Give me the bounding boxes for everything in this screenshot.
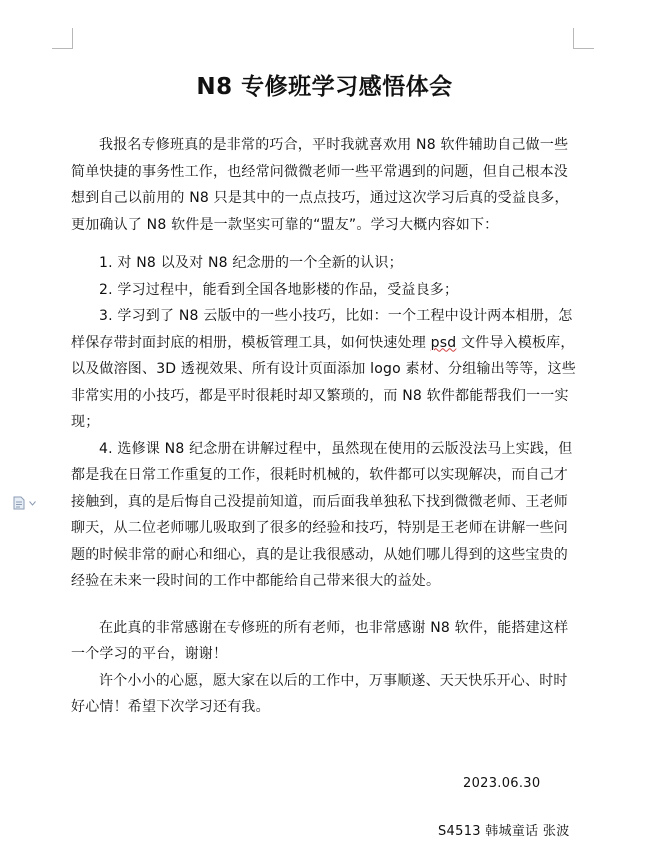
list-item-text: 3. 学习到了 N8 云版中的一些小技巧，比如：一个工程中设计两本相册，怎样保存带封面封底的相册，模板管理工具，如何快速处理 <box>71 308 573 351</box>
spellcheck-word[interactable]: psd <box>430 334 457 351</box>
wish-paragraph: 许个小小的心愿，愿大家在以后的工作中，万事顺遂、天天快乐开心、时时好心情！希望下次学习还有我。 <box>71 672 568 715</box>
list-item: 4. 选修课 N8 纪念册在讲解过程中，虽然现在使用的云版没法马上实践，但都是我在日常工作重复的工作，很耗时机械的，软件都可以实现解决，而自己才接触到，真的是后悔自己没提前知道，而后面我单独私下找到微微老师、王老师聊天，从二位老师哪儿吸取到了很多的经验和技巧，特别是王老师在讲解一些问题的时候非常的耐心和细心，真的是让我很感动，从她们哪儿得到的这些宝贵的经验在未来一段时间的工作中都能给自己带来很大的益处。 <box>71 440 573 589</box>
thanks-paragraph: 在此真的非常感谢在专修班的所有老师，也非常感谢 N8 软件，能搭建这样一个学习的平台，谢谢！ <box>71 619 569 662</box>
chevron-down-icon <box>29 501 36 506</box>
list-item: 1. 对 N8 以及对 N8 纪念册的一个全新的认识； <box>99 255 403 271</box>
intro-paragraph: 我报名专修班真的是非常的巧合，平时我就喜欢用 N8 软件辅助自己做一些简单快捷的事务性工作，也经常问微微老师一些平常遇到的问题，但自己根本没想到自己以前用的 N8 只是其中的一点点技巧，通过这次学习后真的受益良多，更加确认了 N8 软件是一款坚实可靠的“盟友”。学习大概内容如下： <box>71 137 569 233</box>
paragraph-spacer <box>71 238 581 250</box>
list-item: 2. 学习过程中，能看到全国各地影楼的作品，受益良多； <box>99 281 459 298</box>
document-options-icon[interactable] <box>12 496 40 510</box>
document-signature: S4513 韩城童话 张波 <box>438 824 570 839</box>
document-icon <box>12 496 26 510</box>
list-item-text: 文件导入模板库，以及做溶图、3D 透视效果、所有设计页面添加 logo 素材、分组输出等等，这些非常实用的小技巧，都是平时很耗时却又繁琐的，而 N8 软件都能帮我们一一实现； <box>71 334 576 430</box>
list-item <box>71 303 581 436</box>
paragraph-spacer <box>71 595 581 615</box>
page-corner-mark-top-right <box>573 28 594 49</box>
page-corner-mark-top-left <box>52 28 73 49</box>
document-body <box>71 132 581 721</box>
document-title: N8 专修班学习感悟体会 <box>196 74 453 100</box>
content-list <box>71 250 581 595</box>
document-date: 2023.06.30 <box>463 776 541 791</box>
